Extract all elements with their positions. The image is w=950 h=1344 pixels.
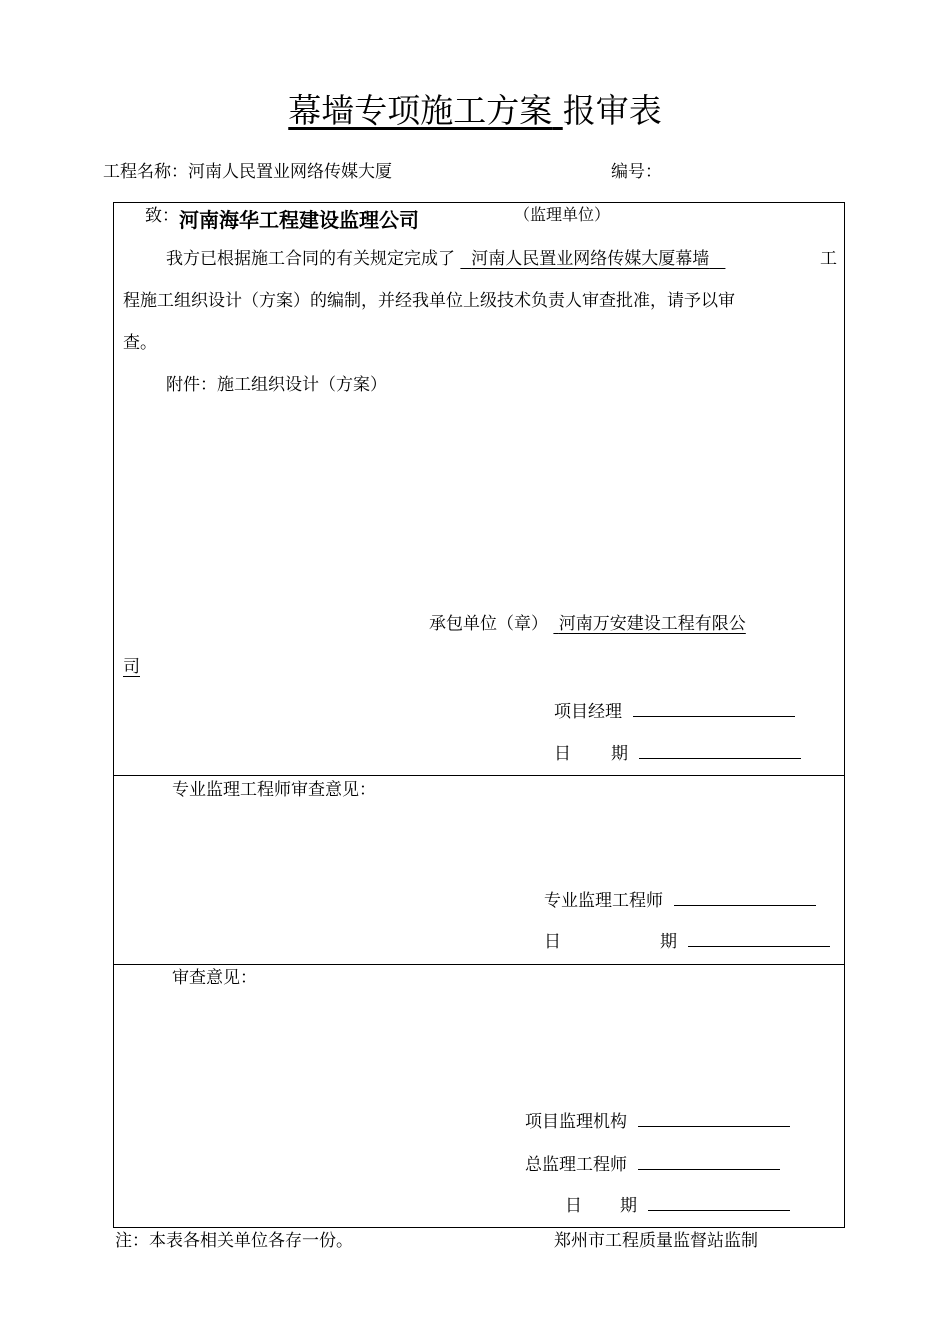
section-divider-2 xyxy=(113,964,845,965)
date-line-3: 日 期 xyxy=(565,1194,790,1215)
title-main: 幕墙专项施工方案 xyxy=(288,91,553,130)
project-name: 河南人民置业网络传媒大厦 xyxy=(188,162,392,182)
contractor-label: 承包单位（章） xyxy=(429,614,548,634)
chief-engineer-line xyxy=(525,1153,780,1174)
footer-issuer: 郑州市工程质量监督站监制 xyxy=(554,1231,758,1251)
contractor-name-wrap: 司 xyxy=(123,657,140,677)
supervision-unit-name: 河南海华工程建设监理公司 xyxy=(179,208,419,232)
number-label: 编号： xyxy=(611,162,662,182)
contractor-line xyxy=(429,616,746,633)
chief-engineer-blank xyxy=(638,1153,780,1170)
engineer-label: 专业监理工程师 xyxy=(544,891,663,911)
supervision-org-label: 项目监理机构 xyxy=(525,1112,627,1132)
manager-line xyxy=(554,700,795,721)
date-blank-1 xyxy=(639,742,801,759)
title-suffix: 报审表 xyxy=(562,91,662,130)
project-fill: 河南人民置业网络传媒大厦幕墙 xyxy=(471,249,710,269)
supervision-org-line xyxy=(525,1110,790,1131)
project-label: 工程名称： xyxy=(103,162,188,182)
section-divider-1 xyxy=(113,775,845,776)
contractor-name: 河南万安建设工程有限公 xyxy=(558,614,746,634)
date-line-1: 日 期 xyxy=(554,742,801,763)
to-label: 致： xyxy=(145,206,179,226)
body-line-2: 程施工组织设计（方案）的编制，并经我单位上级技术负责人审查批准，请予以审 xyxy=(123,291,735,311)
date-blank-3 xyxy=(648,1194,790,1211)
engineer-blank xyxy=(674,889,816,906)
footer-note: 注：本表各相关单位各存一份。 xyxy=(115,1231,353,1251)
project-name-line xyxy=(103,164,392,181)
body-line-1-suffix: 工 xyxy=(820,249,837,269)
review-opinion-heading: 审查意见： xyxy=(172,968,257,988)
date-blank-2 xyxy=(688,930,830,947)
manager-label: 项目经理 xyxy=(554,702,622,722)
chief-engineer-label: 总监理工程师 xyxy=(525,1155,627,1175)
engineer-opinion-heading: 专业监理工程师审查意见： xyxy=(172,780,376,800)
body-line-3: 查。 xyxy=(123,333,157,353)
supervision-unit-role: （监理单位） xyxy=(514,205,611,224)
date-line-2: 日 期 xyxy=(544,930,830,951)
page-title xyxy=(0,91,950,130)
manager-blank xyxy=(633,700,795,717)
body-line-1: 我方已根据施工合同的有关规定完成了 河南人民置业网络传媒大厦幕墙 xyxy=(166,251,725,268)
engineer-line xyxy=(544,889,816,910)
supervision-org-blank xyxy=(638,1110,790,1127)
attachment-line: 附件：施工组织设计（方案） xyxy=(166,375,387,395)
